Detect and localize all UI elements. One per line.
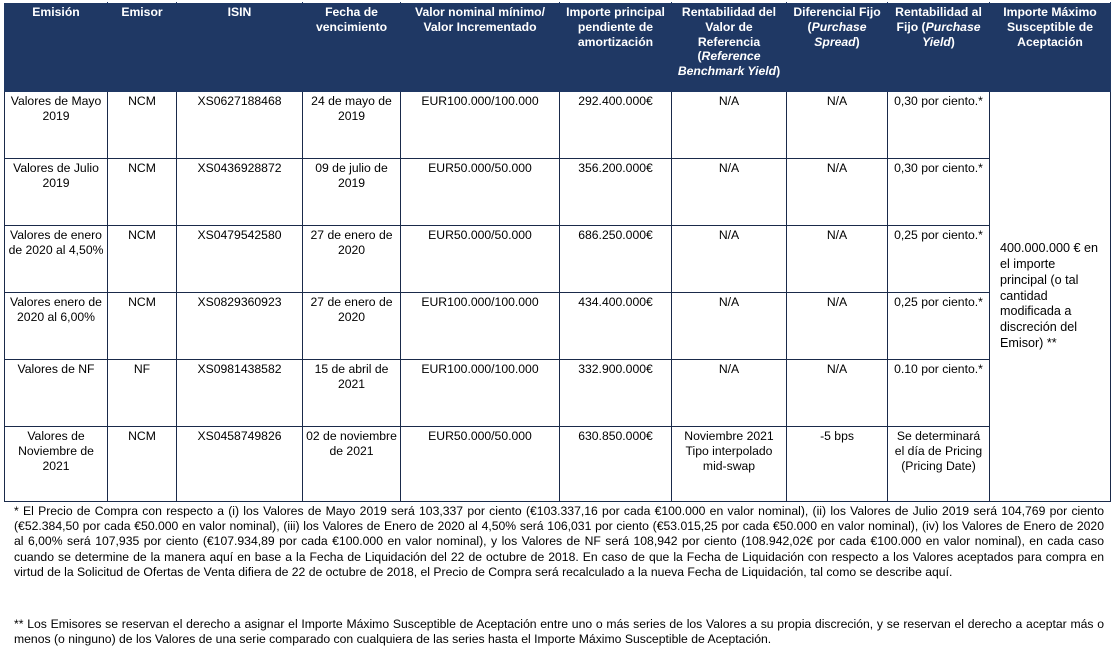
- header-valor-nominal: Valor nominal mínimo/ Valor Incrementado: [401, 3, 560, 92]
- cell-emision: Valores de NF: [5, 360, 108, 427]
- cell-isin: XS0479542580: [177, 226, 303, 293]
- cell-vencimiento: 09 de julio de 2019: [303, 159, 401, 226]
- cell-importe-maximo: 400.000.000 € en el importe principal (o tal cantidad modificada a discreción del Emisor) **: [990, 92, 1111, 502]
- table-row: [5, 293, 1111, 360]
- cell-emisor: NCM: [108, 427, 177, 502]
- header-rentabilidad-fijo: Rentabilidad al Fijo (Purchase Yield): [888, 3, 990, 92]
- header-importe-principal: Importe principal pendiente de amortización: [560, 3, 672, 92]
- cell-importe-principal: 434.400.000€: [560, 293, 672, 360]
- cell-diferencial: N/A: [787, 293, 888, 360]
- cell-importe-principal: 356.200.000€: [560, 159, 672, 226]
- cell-diferencial: N/A: [787, 159, 888, 226]
- cell-vencimiento: 27 de enero de 2020: [303, 293, 401, 360]
- cell-rentabilidad-fijo: 0,25 por ciento.*: [888, 293, 990, 360]
- cell-diferencial: N/A: [787, 92, 888, 159]
- cell-isin: XS0829360923: [177, 293, 303, 360]
- cell-rentabilidad-referencia: N/A: [672, 92, 787, 159]
- cell-valor-nominal: EUR100.000/100.000: [401, 360, 560, 427]
- footnote-purchase-price: * El Precio de Compra con respecto a (i) los Valores de Mayo 2019 será 103,337 por ciento (€103.337,16 por cada €100.000 en valor nominal), (ii) los Valores de Julio 2019 será 104,769 por ciento (€52.384,50 por cada €50.000 en valor nominal), (iii) los Valores de Enero de 2020 al 4,50% será 106,031 por ciento (€53.015,25 por cada €50.000 en valor nominal), (iv) los Valores de Enero de 2020 al 6,00% será 107,935 por ciento (€107.934,89 por cada €100.000 en valor nominal), y los Valores de NF será 108,942 por ciento (108.942,02€ por cada €100.000 en valor nominal), en cada caso cuando se determine de la manera aquí en base a la Fecha de Liquidación del 22 de octubre de 2018. En caso de que la Fecha de Liquidación con respecto a los Valores aceptados para compra en virtud de la Solicitud de Ofertas de Venta difiera de 22 de octubre de 2018, el Precio de Compra será recalculado a la nueva Fecha de Liquidación, tal como se describe aquí.: [14, 504, 1104, 579]
- cell-emision: Valores de Mayo 2019: [5, 92, 108, 159]
- cell-importe-principal: 630.850.000€: [560, 427, 672, 502]
- cell-emision: Valores de enero de 2020 al 4,50%: [5, 226, 108, 293]
- table-row: [5, 360, 1111, 427]
- header-emisor: Emisor: [108, 3, 177, 92]
- cell-vencimiento: 27 de enero de 2020: [303, 226, 401, 293]
- cell-rentabilidad-fijo: 0,30 por ciento.*: [888, 159, 990, 226]
- header-rentabilidad-referencia: Rentabilidad del Valor de Referencia (Reference Benchmark Yield): [672, 3, 787, 92]
- cell-vencimiento: 15 de abril de 2021: [303, 360, 401, 427]
- cell-valor-nominal: EUR100.000/100.000: [401, 92, 560, 159]
- cell-isin: XS0981438582: [177, 360, 303, 427]
- header-vencimiento: Fecha de vencimiento: [303, 3, 401, 92]
- header-diferencial-es: Diferencial Fijo: [793, 5, 881, 19]
- header-rentabilidad-fijo-en: Purchase Yield: [922, 19, 981, 49]
- header-diferencial-en: Purchase Spread: [811, 19, 867, 49]
- header-diferencial: Diferencial Fijo (Purchase Spread): [787, 3, 888, 92]
- cell-emision: Valores de Noviembre de 2021: [5, 427, 108, 502]
- cell-rentabilidad-referencia: N/A: [672, 360, 787, 427]
- table-row: [5, 159, 1111, 226]
- cell-diferencial: -5 bps: [787, 427, 888, 502]
- cell-emisor: NCM: [108, 226, 177, 293]
- cell-emisor: NCM: [108, 159, 177, 226]
- cell-isin: XS0627188468: [177, 92, 303, 159]
- table-row: [5, 427, 1111, 502]
- cell-emisor: NCM: [108, 92, 177, 159]
- cell-emision: Valores enero de 2020 al 6,00%: [5, 293, 108, 360]
- header-emision: Emisión: [5, 3, 108, 92]
- cell-valor-nominal: EUR100.000/100.000: [401, 293, 560, 360]
- cell-rentabilidad-referencia: N/A: [672, 159, 787, 226]
- cell-diferencial: N/A: [787, 226, 888, 293]
- cell-rentabilidad-referencia: Noviembre 2021 Tipo interpolado mid-swap: [672, 427, 787, 502]
- cell-importe-principal: 332.900.000€: [560, 360, 672, 427]
- header-importe-maximo: Importe Máximo Susceptible de Aceptación: [990, 3, 1111, 92]
- cell-rentabilidad-fijo: 0.10 por ciento.*: [888, 360, 990, 427]
- cell-diferencial: N/A: [787, 360, 888, 427]
- cell-emisor: NCM: [108, 293, 177, 360]
- cell-valor-nominal: EUR50.000/50.000: [401, 427, 560, 502]
- header-rentabilidad-fijo-es: Rentabilidad al Fijo: [895, 5, 982, 34]
- cell-emisor: NF: [108, 360, 177, 427]
- cell-valor-nominal: EUR50.000/50.000: [401, 226, 560, 293]
- cell-importe-principal: 686.250.000€: [560, 226, 672, 293]
- header-rentabilidad-referencia-en: Reference Benchmark Yield: [677, 49, 777, 79]
- cell-rentabilidad-fijo: Se determinará el día de Pricing (Pricing Date): [888, 427, 990, 502]
- header-isin: ISIN: [177, 3, 303, 92]
- table-header-row: [5, 3, 1111, 92]
- cell-rentabilidad-fijo: 0,25 por ciento.*: [888, 226, 990, 293]
- cell-vencimiento: 24 de mayo de 2019: [303, 92, 401, 159]
- cell-rentabilidad-fijo: 0,30 por ciento.*: [888, 92, 990, 159]
- cell-valor-nominal: EUR50.000/50.000: [401, 159, 560, 226]
- cell-vencimiento: 02 de noviembre de 2021: [303, 427, 401, 502]
- cell-importe-principal: 292.400.000€: [560, 92, 672, 159]
- cell-rentabilidad-referencia: N/A: [672, 293, 787, 360]
- cell-isin: XS0458749826: [177, 427, 303, 502]
- table-row: [5, 92, 1111, 159]
- cell-isin: XS0436928872: [177, 159, 303, 226]
- cell-rentabilidad-referencia: N/A: [672, 226, 787, 293]
- table-row: [5, 226, 1111, 293]
- tender-offer-table: [4, 2, 1111, 502]
- header-rentabilidad-referencia-es: Rentabilidad del Valor de Referencia: [681, 5, 777, 49]
- footnote-maximum-amount: ** Los Emisores se reservan el derecho a asignar el Importe Máximo Susceptible de Aceptación entre uno o más series de los Valores a su propia discreción, y se reservan el derecho a aceptar más o menos (o ninguno) de los Valores de una serie comparado con cualquiera de las series hasta el Importe Máximo Susceptible de Aceptación.: [14, 617, 1104, 647]
- cell-emision: Valores de Julio 2019: [5, 159, 108, 226]
